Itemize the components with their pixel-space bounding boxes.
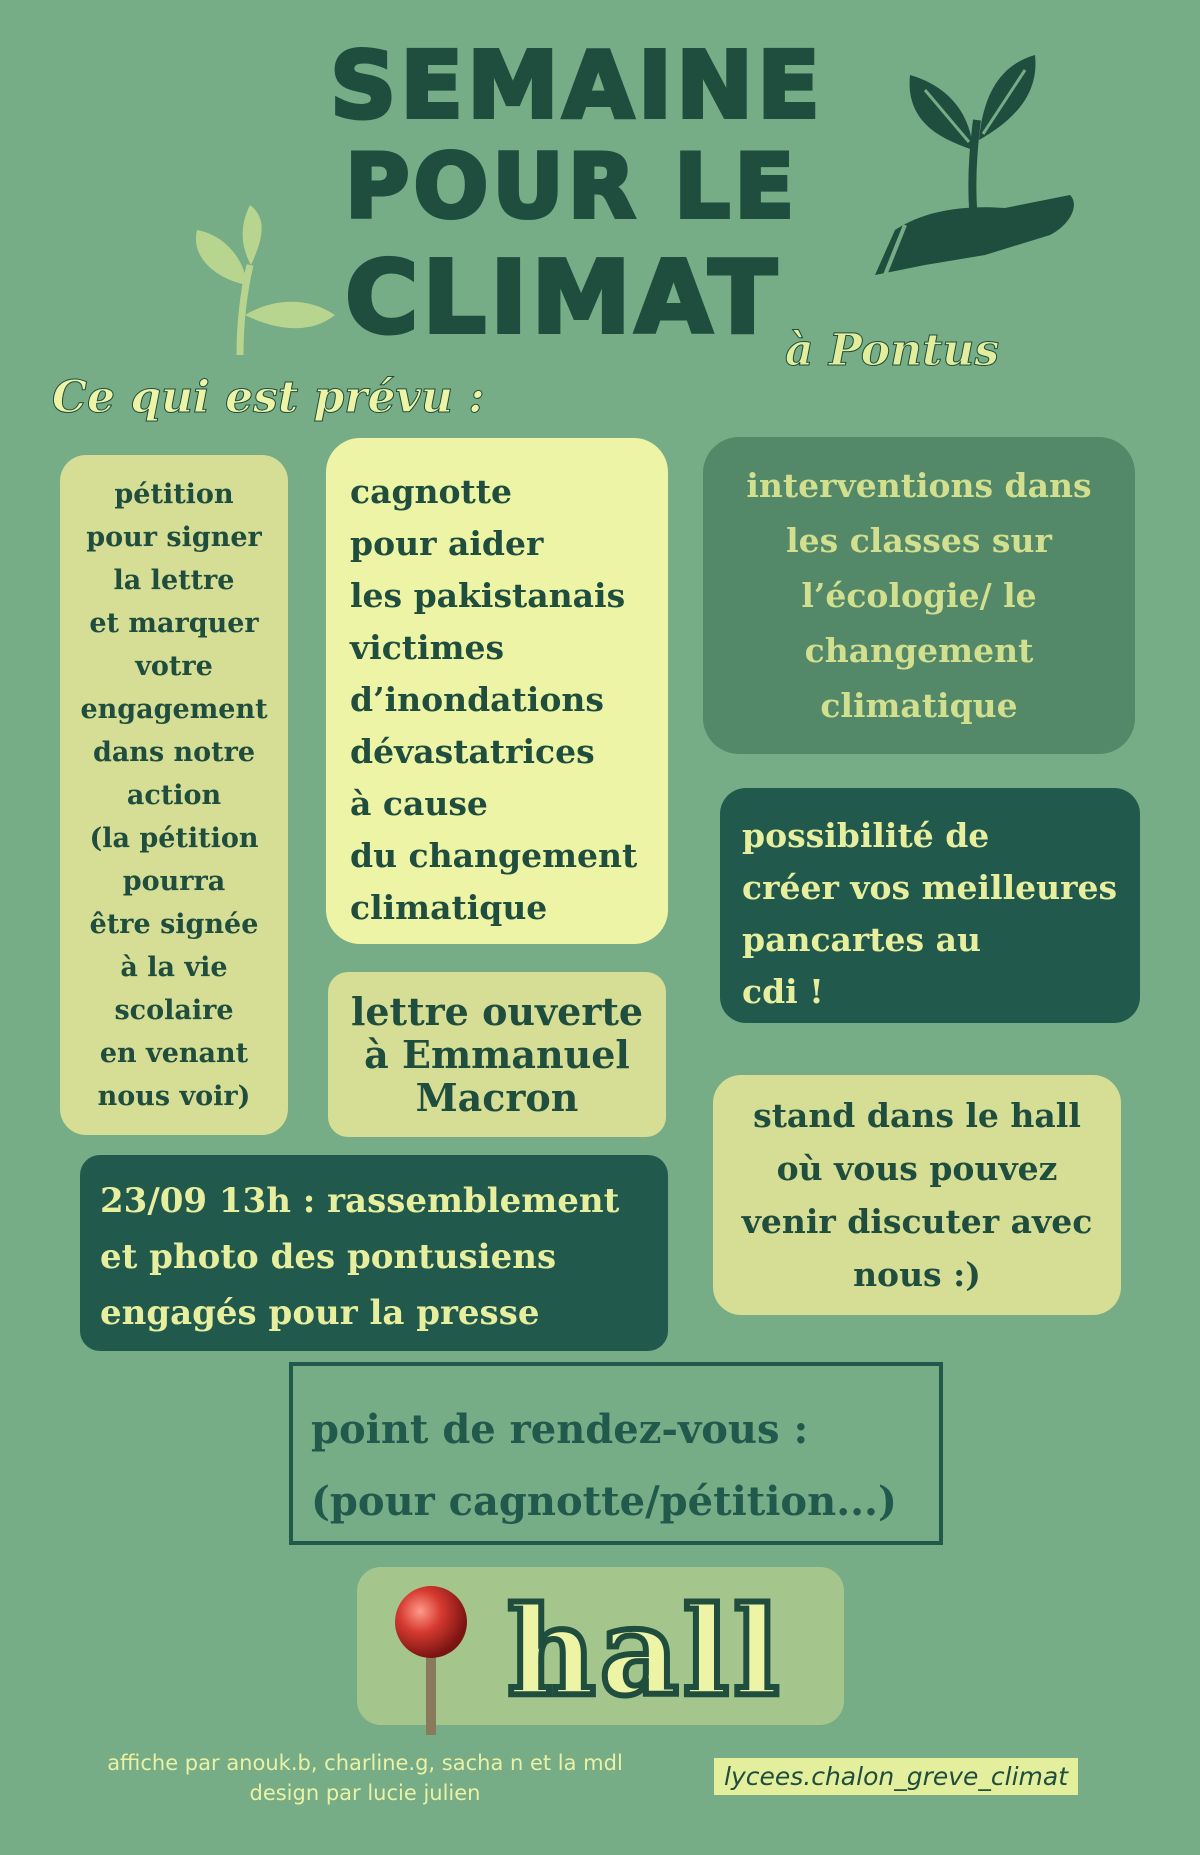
location-text: hall <box>507 1579 784 1723</box>
petition-text: pétition pour signer la lettre et marquer votre engagement dans notre action (la pétition pourra être signée à la vie scolaire en venant nous voir) <box>80 478 268 1112</box>
stand-text: stand dans le hall où vous pouvez venir discuter avec nous :) <box>741 1096 1093 1294</box>
interventions-text: interventions dans les classes sur l’écologie/ le changement climatique <box>746 466 1092 725</box>
location-card <box>357 1567 844 1725</box>
section-heading: Ce qui est prévu : <box>52 372 485 423</box>
cagnotte-card <box>326 438 668 944</box>
rdv-box <box>289 1362 943 1545</box>
map-pin-icon <box>387 1577 477 1747</box>
stand-card <box>713 1075 1121 1315</box>
interventions-card <box>703 437 1135 754</box>
cagnotte-text: cagnotte pour aider les pakistanais victimes d’inondations dévastatrices à cause du changement climatique <box>350 472 638 927</box>
pancartes-text: possibilité de créer vos meilleures pancartes au cdi ! <box>742 816 1118 1011</box>
rdv-line-2: (pour cagnotte/pétition...) <box>311 1478 897 1525</box>
plant-in-hand-icon <box>865 30 1085 280</box>
petition-card <box>60 455 288 1135</box>
rassemblement-text: 23/09 13h : rassemblement et photo des pontusiens engagés pour la presse <box>100 1181 620 1333</box>
social-handle: lycees.chalon_greve_climat <box>714 1758 1078 1795</box>
pancartes-card <box>720 788 1140 1023</box>
credits-line-2: design par lucie julien <box>249 1781 481 1805</box>
lettre-text: lettre ouverte à Emmanuel Macron <box>350 989 644 1120</box>
credits <box>55 1748 675 1808</box>
sprout-icon <box>185 205 345 365</box>
rassemblement-card <box>80 1155 668 1351</box>
lettre-card <box>328 972 666 1137</box>
credits-line-1: affiche par anouk.b, charline.g, sacha n et la mdl <box>107 1751 623 1775</box>
title-subtitle: à Pontus <box>785 325 1000 376</box>
title-line-2: POUR LE <box>345 135 799 238</box>
title-line-3: CLIMAT <box>345 239 781 356</box>
rdv-line-1: point de rendez-vous : <box>311 1406 809 1453</box>
title-line-1: SEMAINE <box>330 32 824 139</box>
